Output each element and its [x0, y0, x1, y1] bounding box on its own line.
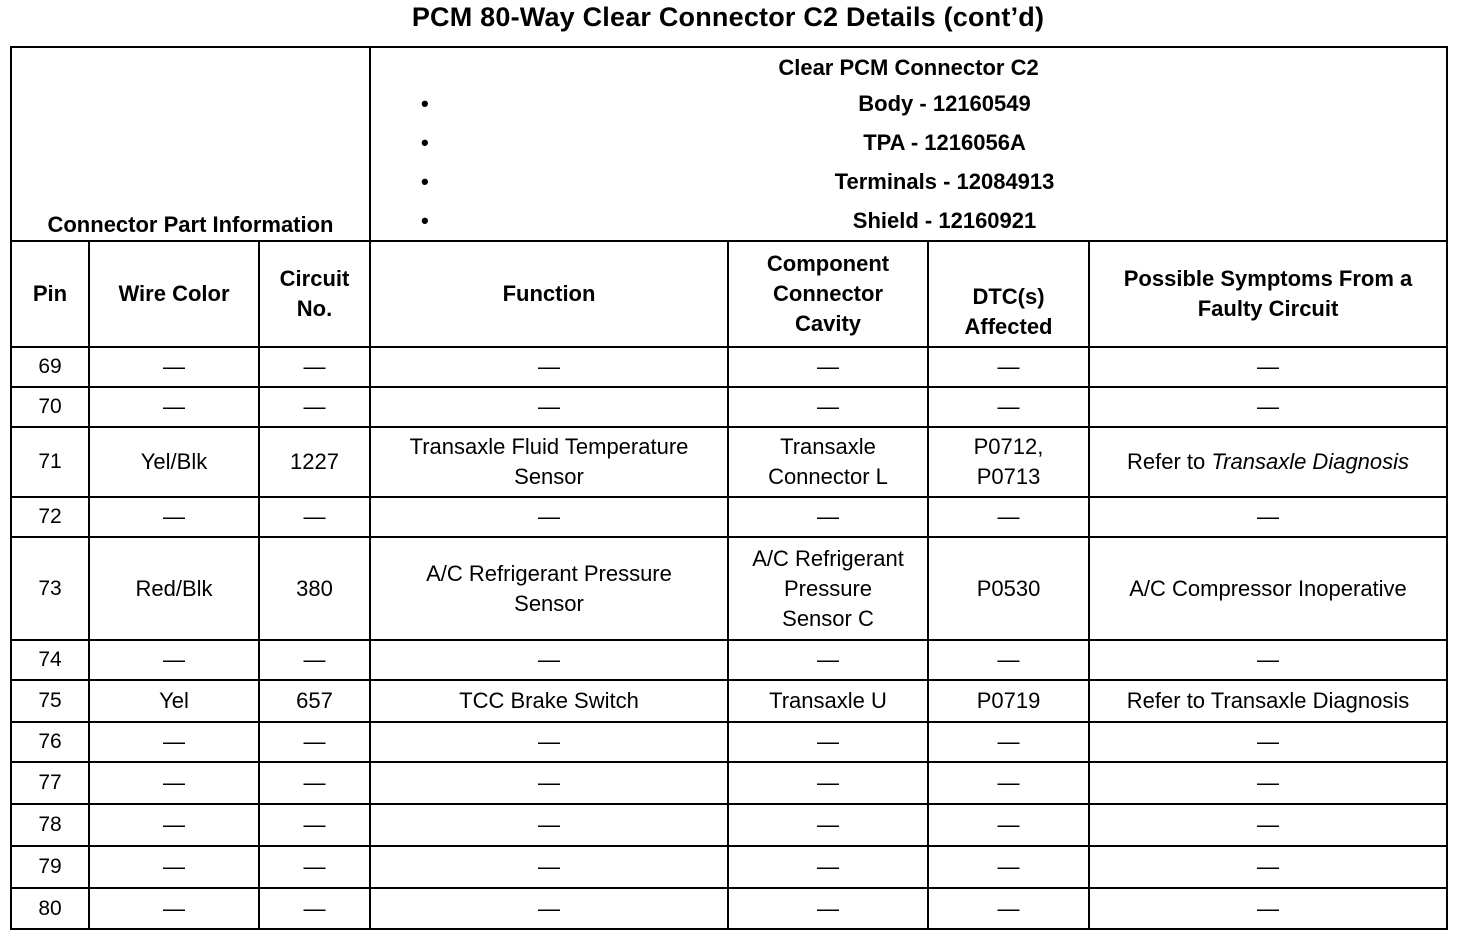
header-component-line-2: Connector	[773, 281, 883, 306]
function-cell	[370, 537, 728, 640]
wire-color-cell: —	[89, 387, 259, 427]
pin-cell: 72	[11, 497, 89, 537]
symptom-cell	[1089, 427, 1447, 497]
function-cell-line: —	[538, 354, 560, 379]
table-row	[11, 762, 1447, 804]
component-cavity-cell-line: Connector L	[768, 464, 888, 489]
component-cavity-cell-line: —	[817, 394, 839, 419]
dtc-cell	[928, 387, 1089, 427]
component-cavity-cell	[728, 846, 928, 888]
column-header-row	[11, 241, 1447, 347]
wire-color-cell: Yel	[89, 680, 259, 722]
function-cell	[370, 722, 728, 762]
wire-color-cell: —	[89, 722, 259, 762]
header-component-line-3: Cavity	[794, 311, 862, 336]
function-cell-line: —	[538, 770, 560, 795]
dtc-cell-line: —	[997, 354, 1020, 379]
dtc-cell	[928, 640, 1089, 680]
symptom-cell: —	[1089, 387, 1447, 427]
component-cavity-cell-line: —	[817, 354, 839, 379]
connector-details-table	[10, 46, 1448, 930]
component-cavity-cell	[728, 497, 928, 537]
symptom-reference: Transaxle Diagnosis	[1211, 449, 1410, 474]
part-tpa: • TPA - 1216056A	[421, 123, 1442, 162]
header-dtc-affected	[928, 241, 1089, 347]
function-cell-line: —	[538, 854, 560, 879]
table-row	[11, 804, 1447, 846]
symptom-cell: —	[1089, 347, 1447, 387]
header-possible-symptoms	[1089, 241, 1447, 347]
dtc-cell-line: —	[997, 895, 1020, 921]
header-wire-color: Wire Color	[89, 241, 259, 347]
dtc-cell	[928, 680, 1089, 722]
wire-color-cell: Yel/Blk	[89, 427, 259, 497]
header-component-connector-cavity	[728, 241, 928, 347]
component-cavity-cell-line: —	[817, 812, 839, 837]
function-cell-line: —	[538, 647, 560, 672]
table-row	[11, 427, 1447, 497]
wire-color-cell: —	[89, 846, 259, 888]
function-cell-line: —	[538, 394, 560, 419]
component-cavity-cell	[728, 537, 928, 640]
dtc-cell	[928, 347, 1089, 387]
part-body: • Body - 12160549	[421, 84, 1442, 123]
function-cell	[370, 497, 728, 537]
pin-cell: 77	[11, 762, 89, 804]
dtc-cell-line: —	[997, 647, 1020, 672]
table-row	[11, 387, 1447, 427]
wire-color-cell: —	[89, 762, 259, 804]
function-cell-line: —	[538, 729, 560, 754]
function-cell	[370, 347, 728, 387]
dtc-cell	[928, 427, 1089, 497]
component-cavity-cell-line: —	[817, 729, 839, 754]
component-cavity-cell	[728, 722, 928, 762]
table-row	[11, 537, 1447, 640]
dtc-cell-line: P0712,	[973, 434, 1044, 459]
table-row	[11, 347, 1447, 387]
circuit-no-cell: 657	[259, 680, 370, 722]
pin-cell: 75	[11, 680, 89, 722]
component-cavity-cell	[728, 888, 928, 929]
pin-cell: 70	[11, 387, 89, 427]
component-cavity-cell-line: Transaxle	[780, 434, 876, 459]
component-cavity-cell	[728, 680, 928, 722]
dtc-cell-line: P0719	[976, 688, 1041, 713]
component-cavity-cell-line: Pressure	[783, 575, 873, 601]
circuit-no-cell: —	[259, 888, 370, 929]
dtc-cell	[928, 888, 1089, 929]
pin-cell: 78	[11, 804, 89, 846]
function-cell-line: —	[538, 812, 560, 837]
function-cell	[370, 762, 728, 804]
pin-cell: 74	[11, 640, 89, 680]
connector-info-row	[11, 47, 1447, 241]
header-dtc-line-2: Affected	[964, 314, 1053, 339]
component-cavity-cell-line: Sensor C	[782, 605, 874, 631]
symptom-cell: —	[1089, 640, 1447, 680]
dtc-cell	[928, 762, 1089, 804]
part-terminals: • Terminals - 12084913	[421, 162, 1442, 201]
clear-connector-heading: Clear PCM Connector C2	[778, 55, 1039, 80]
component-cavity-cell-line: —	[817, 770, 839, 795]
symptom-prefix: Refer to	[1126, 449, 1212, 474]
circuit-no-cell: —	[259, 804, 370, 846]
table-body	[11, 47, 1447, 929]
component-cavity-cell-line: —	[817, 504, 839, 529]
function-cell-line: —	[538, 895, 560, 921]
header-dtc-line-1: DTC(s)	[972, 284, 1045, 309]
dtc-cell-line: P0713	[976, 464, 1041, 489]
function-cell	[370, 387, 728, 427]
table-row	[11, 846, 1447, 888]
symptom-cell: —	[1089, 497, 1447, 537]
symptom-cell: —	[1089, 762, 1447, 804]
function-cell-line: A/C Refrigerant Pressure	[426, 560, 672, 586]
component-cavity-cell	[728, 387, 928, 427]
wire-color-cell: Red/Blk	[89, 537, 259, 640]
header-pin: Pin	[11, 241, 89, 347]
function-cell	[370, 640, 728, 680]
function-cell	[370, 427, 728, 497]
header-component-line-1: Component	[766, 251, 890, 276]
symptom-cell: Refer to Transaxle Diagnosis	[1089, 680, 1447, 722]
component-cavity-cell-line: —	[817, 854, 839, 879]
table-row	[11, 640, 1447, 680]
circuit-no-cell: —	[259, 347, 370, 387]
header-circuit-line-1: Circuit	[279, 266, 350, 291]
component-cavity-cell	[728, 804, 928, 846]
circuit-no-cell: —	[259, 846, 370, 888]
dtc-cell-line: —	[997, 770, 1020, 795]
dtc-cell-line: —	[997, 729, 1020, 754]
function-cell	[370, 888, 728, 929]
component-cavity-cell	[728, 347, 928, 387]
component-cavity-cell	[728, 427, 928, 497]
component-cavity-cell	[728, 762, 928, 804]
table-row	[11, 680, 1447, 722]
component-cavity-cell-line: A/C Refrigerant	[752, 545, 904, 571]
wire-color-cell: —	[89, 888, 259, 929]
dtc-cell	[928, 804, 1089, 846]
circuit-no-cell: —	[259, 497, 370, 537]
pin-cell: 73	[11, 537, 89, 640]
connector-part-information-label: Connector Part Information	[11, 47, 370, 241]
circuit-no-cell: 1227	[259, 427, 370, 497]
function-cell	[370, 680, 728, 722]
component-cavity-cell-line: —	[817, 895, 839, 921]
part-number-list	[375, 84, 1442, 240]
circuit-no-cell: 380	[259, 537, 370, 640]
function-cell	[370, 804, 728, 846]
wire-color-cell: —	[89, 640, 259, 680]
dtc-cell-line: —	[997, 854, 1020, 879]
clear-connector-info	[370, 47, 1447, 241]
function-cell-line: Transaxle Fluid Temperature	[409, 434, 689, 459]
page-title: PCM 80-Way Clear Connector C2 Details (cont’d)	[411, 2, 1045, 32]
symptom-cell: —	[1089, 722, 1447, 762]
circuit-no-cell: —	[259, 762, 370, 804]
function-cell-line: —	[538, 504, 560, 529]
dtc-cell-line: —	[997, 394, 1020, 419]
pin-cell: 76	[11, 722, 89, 762]
table-row	[11, 497, 1447, 537]
component-cavity-cell	[728, 640, 928, 680]
pin-cell: 80	[11, 888, 89, 929]
symptom-cell: —	[1089, 846, 1447, 888]
circuit-no-cell: —	[259, 640, 370, 680]
dtc-cell-line: —	[997, 504, 1020, 529]
function-cell-line: Sensor	[514, 464, 584, 489]
pin-cell: 71	[11, 427, 89, 497]
header-circuit-no	[259, 241, 370, 347]
header-symptoms-line-2: Faulty Circuit	[1197, 296, 1339, 321]
wire-color-cell: —	[89, 804, 259, 846]
dtc-cell	[928, 497, 1089, 537]
component-cavity-cell-line: —	[817, 647, 839, 672]
circuit-no-cell: —	[259, 387, 370, 427]
dtc-cell	[928, 846, 1089, 888]
function-cell-line: TCC Brake Switch	[459, 688, 639, 713]
wire-color-cell: —	[89, 497, 259, 537]
header-function: Function	[370, 241, 728, 347]
header-circuit-line-2: No.	[296, 296, 333, 321]
pin-cell: 79	[11, 846, 89, 888]
pin-cell: 69	[11, 347, 89, 387]
dtc-cell-line: —	[997, 812, 1020, 837]
header-symptoms-line-1: Possible Symptoms From a	[1123, 266, 1413, 291]
table-row	[11, 888, 1447, 929]
function-cell-line: Sensor	[514, 590, 584, 616]
table-row	[11, 722, 1447, 762]
function-cell	[370, 846, 728, 888]
circuit-no-cell: —	[259, 722, 370, 762]
component-cavity-cell-line: Transaxle U	[769, 688, 887, 713]
symptom-cell: A/C Compressor Inoperative	[1089, 537, 1447, 640]
symptom-cell: —	[1089, 888, 1447, 929]
dtc-cell	[928, 722, 1089, 762]
symptom-cell: —	[1089, 804, 1447, 846]
part-shield: • Shield - 12160921	[421, 201, 1442, 240]
wire-color-cell: —	[89, 347, 259, 387]
dtc-cell-line: P0530	[976, 575, 1041, 601]
dtc-cell	[928, 537, 1089, 640]
